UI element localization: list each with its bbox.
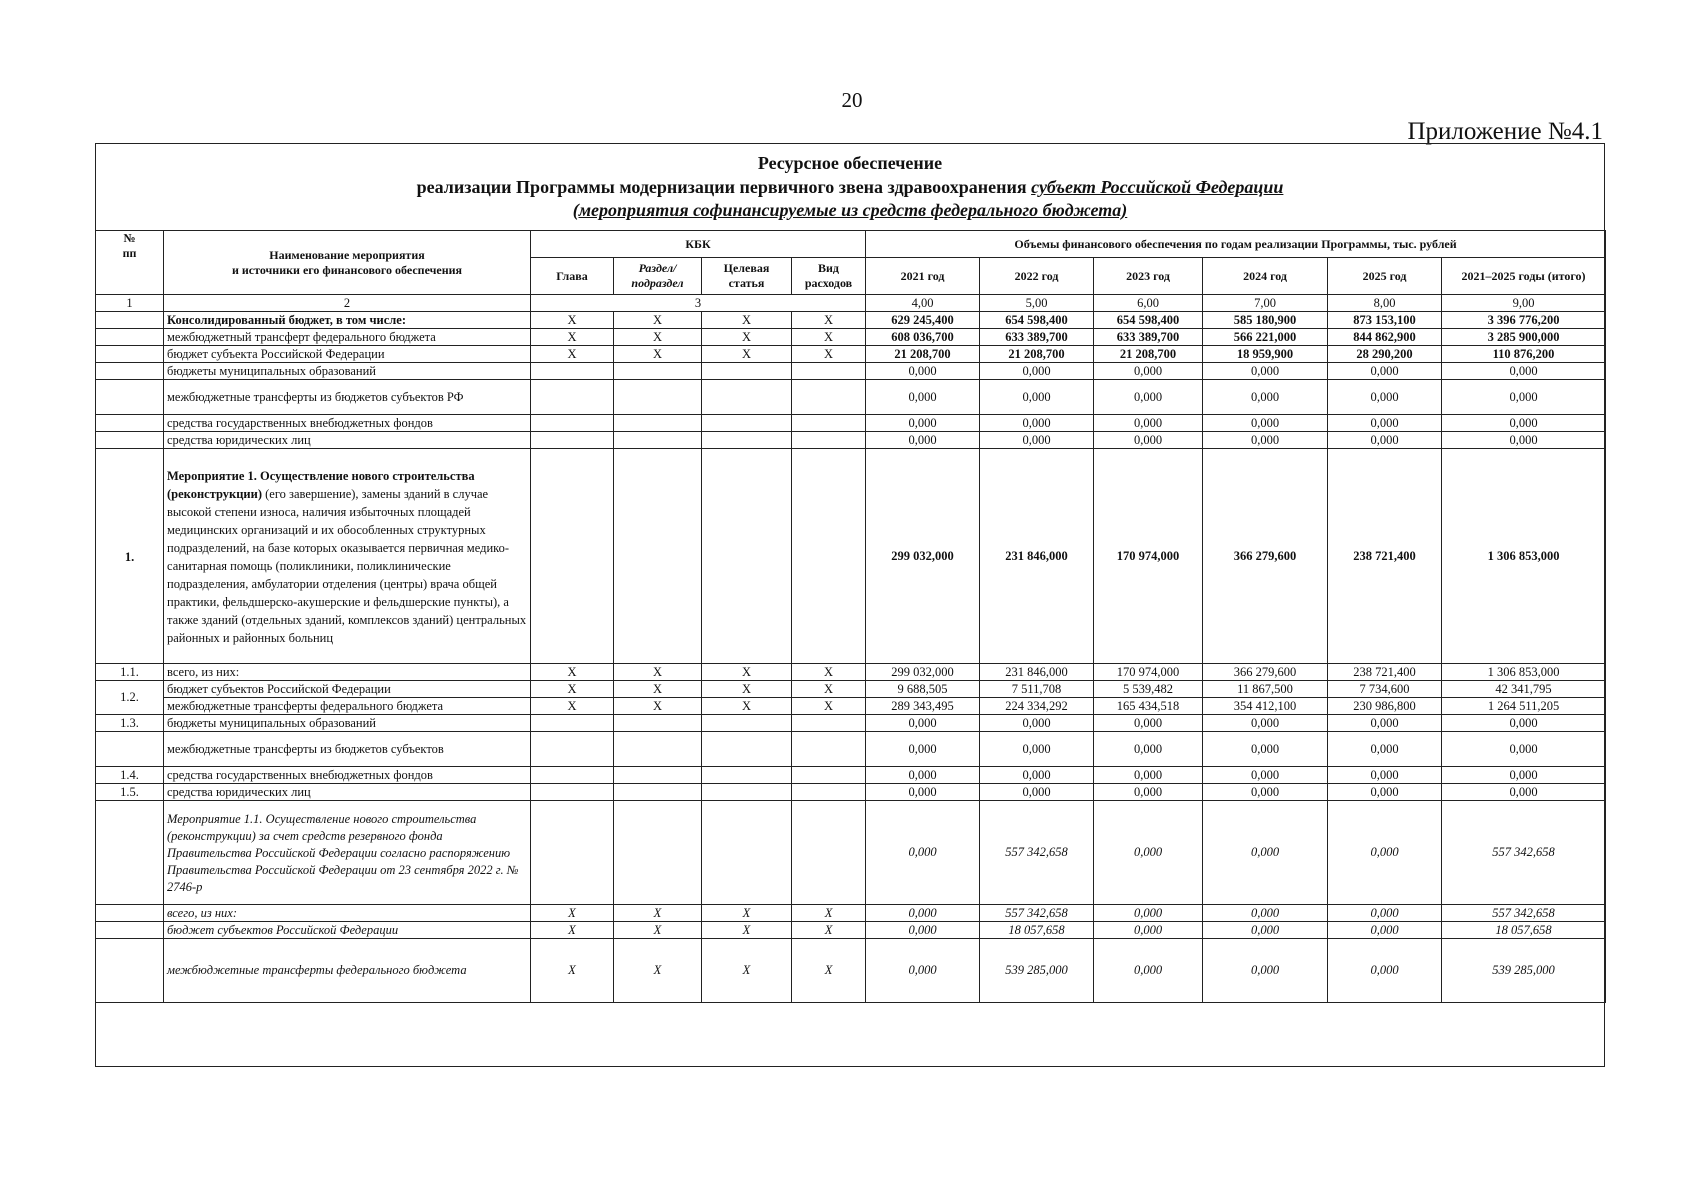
header-2021: 2021 год	[866, 258, 980, 295]
value-cell: 0,000	[1094, 363, 1203, 380]
value-cell: 0,000	[1203, 784, 1328, 801]
table-row	[96, 784, 1606, 801]
value-cell: 0,000	[1203, 801, 1328, 905]
kbk-cell	[531, 380, 614, 415]
row-name: средства государственных внебюджетных фондов	[164, 767, 531, 784]
measure-1-row	[96, 449, 1606, 664]
row-name: бюджет субъектов Российской Федерации	[164, 922, 531, 939]
row-name: средства юридических лиц	[164, 784, 531, 801]
kbk-cell	[614, 715, 702, 732]
index-cell: 4,00	[866, 295, 980, 312]
header-2024: 2024 год	[1203, 258, 1328, 295]
value-cell: 21 208,700	[980, 346, 1094, 363]
value-cell: 557 342,658	[980, 905, 1094, 922]
kbk-cell: X	[792, 905, 866, 922]
table-row	[96, 380, 1606, 415]
row-number	[96, 312, 164, 329]
value-cell: 654 598,400	[980, 312, 1094, 329]
row-number	[96, 329, 164, 346]
header-total: 2021–2025 годы (итого)	[1442, 258, 1606, 295]
kbk-cell	[702, 432, 792, 449]
kbk-cell	[702, 415, 792, 432]
value-cell: 0,000	[1328, 415, 1442, 432]
value-cell: 18 959,900	[1203, 346, 1328, 363]
kbk-cell	[792, 784, 866, 801]
value-cell: 0,000	[1442, 380, 1606, 415]
row-number	[96, 432, 164, 449]
row-name: межбюджетные трансферты федерального бюджета	[164, 698, 531, 715]
kbk-cell: X	[792, 312, 866, 329]
value-cell: 170 974,000	[1094, 664, 1203, 681]
kbk-cell	[792, 732, 866, 767]
kbk-cell	[702, 380, 792, 415]
header-2023: 2023 год	[1094, 258, 1203, 295]
value-cell: 633 389,700	[1094, 329, 1203, 346]
value-cell: 1 264 511,205	[1442, 698, 1606, 715]
row-name: межбюджетные трансферты федерального бюджета	[164, 939, 531, 1003]
measure-1-title: Мероприятие 1. Осуществление нового строительства (реконструкции)	[167, 469, 475, 501]
value-cell: 0,000	[1328, 801, 1442, 905]
header-2022: 2022 год	[980, 258, 1094, 295]
value-cell: 0,000	[1203, 939, 1328, 1003]
value-cell: 5 539,482	[1094, 681, 1203, 698]
kbk-cell: X	[792, 329, 866, 346]
kbk-cell: X	[702, 346, 792, 363]
kbk-cell: X	[614, 681, 702, 698]
value-cell: 633 389,700	[980, 329, 1094, 346]
value-cell: 0,000	[1328, 732, 1442, 767]
value-cell: 539 285,000	[1442, 939, 1606, 1003]
kbk-cell: X	[792, 681, 866, 698]
value-cell: 0,000	[980, 784, 1094, 801]
table-row	[96, 432, 1606, 449]
value-cell: 566 221,000	[1203, 329, 1328, 346]
index-cell: 8,00	[1328, 295, 1442, 312]
value-cell: 0,000	[1094, 801, 1203, 905]
resource-table	[95, 230, 1606, 1003]
value-cell: 0,000	[1328, 905, 1442, 922]
row-name: бюджеты муниципальных образований	[164, 715, 531, 732]
value-cell: 0,000	[1094, 784, 1203, 801]
kbk-cell: X	[792, 922, 866, 939]
table-row	[96, 939, 1606, 1003]
kbk-cell: X	[531, 939, 614, 1003]
kbk-cell: X	[531, 664, 614, 681]
kbk-cell	[614, 432, 702, 449]
kbk-cell: X	[531, 905, 614, 922]
kbk-cell: X	[792, 698, 866, 715]
value-cell: 0,000	[1328, 939, 1442, 1003]
row-number: 1.5.	[96, 784, 164, 801]
kbk-cell: X	[702, 664, 792, 681]
row-number	[96, 415, 164, 432]
value-cell: 0,000	[866, 380, 980, 415]
kbk-cell: X	[702, 329, 792, 346]
measure-1-description: (его завершение), замены зданий в случае высокой степени износа, наличия избыточных площадей медицинских организаций и их обособленных структурных подразделений, на базе которых оказывается первичная медико-санитарная помощь (поликлиники, поликлинические подразделения, амбулатории отделения (центры) врача общей практики, фельдшерско-акушерские и фельдшерские пункты), а также зданий (отдельных зданий, комплексов зданий) центральных районных и районных больниц	[167, 487, 527, 645]
row-name: средства государственных внебюджетных фондов	[164, 415, 531, 432]
kbk-cell	[702, 715, 792, 732]
kbk-cell: X	[702, 681, 792, 698]
row-number: 1.2.	[96, 681, 164, 715]
value-cell: 0,000	[866, 732, 980, 767]
value-cell: 1 306 853,000	[1442, 449, 1606, 664]
value-cell: 28 290,200	[1328, 346, 1442, 363]
row-name: межбюджетные трансферты из бюджетов субъектов РФ	[164, 380, 531, 415]
value-cell: 0,000	[1328, 715, 1442, 732]
kbk-cell	[702, 732, 792, 767]
kbk-cell	[614, 732, 702, 767]
value-cell: 0,000	[1442, 784, 1606, 801]
value-cell: 0,000	[1203, 922, 1328, 939]
kbk-cell: X	[531, 698, 614, 715]
table-row	[96, 681, 1606, 698]
subject-name: субъект Российской Федерации	[1031, 177, 1284, 197]
kbk-cell: X	[614, 905, 702, 922]
row-number: 1.3.	[96, 715, 164, 732]
kbk-cell	[792, 380, 866, 415]
value-cell: 0,000	[866, 801, 980, 905]
index-cell: 3	[531, 295, 866, 312]
kbk-cell	[792, 449, 866, 664]
table-row	[96, 715, 1606, 732]
value-cell: 0,000	[980, 767, 1094, 784]
value-cell: 18 057,658	[980, 922, 1094, 939]
index-cell: 7,00	[1203, 295, 1328, 312]
table-row	[96, 922, 1606, 939]
kbk-cell	[531, 715, 614, 732]
value-cell: 0,000	[866, 784, 980, 801]
kbk-cell	[792, 415, 866, 432]
value-cell: 170 974,000	[1094, 449, 1203, 664]
header-num: № пп	[96, 231, 164, 295]
kbk-cell: X	[531, 346, 614, 363]
value-cell: 238 721,400	[1328, 449, 1442, 664]
value-cell: 0,000	[1328, 922, 1442, 939]
value-cell: 0,000	[866, 767, 980, 784]
table-row	[96, 415, 1606, 432]
value-cell: 366 279,600	[1203, 449, 1328, 664]
row-name: Консолидированный бюджет, в том числе:	[164, 312, 531, 329]
kbk-cell	[792, 801, 866, 905]
page-number: 20	[841, 88, 863, 112]
table-row	[96, 664, 1606, 681]
value-cell: 0,000	[1442, 363, 1606, 380]
value-cell: 0,000	[1094, 767, 1203, 784]
kbk-cell: X	[792, 664, 866, 681]
value-cell: 0,000	[1442, 732, 1606, 767]
measure-1-1-row	[96, 801, 1606, 905]
header-volumes: Объемы финансового обеспечения по годам реализации Программы, тыс. рублей	[866, 231, 1606, 258]
index-cell: 6,00	[1094, 295, 1203, 312]
kbk-cell: X	[531, 922, 614, 939]
kbk-cell	[531, 784, 614, 801]
header-glava: Глава	[531, 258, 614, 295]
kbk-cell: X	[792, 346, 866, 363]
value-cell: 230 986,800	[1328, 698, 1442, 715]
appendix-label: Приложение №4.1	[1407, 118, 1603, 145]
value-cell: 629 245,400	[866, 312, 980, 329]
row-number: 1.4.	[96, 767, 164, 784]
value-cell: 557 342,658	[1442, 801, 1606, 905]
kbk-cell	[702, 767, 792, 784]
kbk-cell	[531, 363, 614, 380]
value-cell: 0,000	[1094, 715, 1203, 732]
measure-1-1-name: Мероприятие 1.1. Осуществление нового строительства (реконструкции) за счет средств резервного фонда Правительства Российской Федерации согласно распоряжению Правительства Российской Федерации от 23 сентября 2022 г. № 2746-р	[164, 801, 531, 905]
index-row	[96, 295, 1606, 312]
value-cell: 354 412,100	[1203, 698, 1328, 715]
header-2025: 2025 год	[1328, 258, 1442, 295]
value-cell: 7 734,600	[1328, 681, 1442, 698]
kbk-cell: X	[531, 312, 614, 329]
value-cell: 0,000	[1203, 363, 1328, 380]
kbk-cell: X	[614, 329, 702, 346]
value-cell: 21 208,700	[1094, 346, 1203, 363]
value-cell: 0,000	[866, 415, 980, 432]
row-name: средства юридических лиц	[164, 432, 531, 449]
kbk-cell	[702, 363, 792, 380]
value-cell: 0,000	[1203, 380, 1328, 415]
value-cell: 0,000	[980, 363, 1094, 380]
value-cell: 0,000	[1328, 380, 1442, 415]
index-cell: 1	[96, 295, 164, 312]
kbk-cell	[614, 784, 702, 801]
value-cell: 0,000	[1094, 922, 1203, 939]
kbk-cell	[614, 449, 702, 664]
kbk-cell	[702, 449, 792, 664]
kbk-cell	[614, 415, 702, 432]
table-row	[96, 346, 1606, 363]
value-cell: 11 867,500	[1203, 681, 1328, 698]
header-vid: Вид расходов	[792, 258, 866, 295]
table-row	[96, 698, 1606, 715]
row-number: 1.	[96, 449, 164, 664]
value-cell: 0,000	[980, 415, 1094, 432]
value-cell: 0,000	[1328, 784, 1442, 801]
value-cell: 3 285 900,000	[1442, 329, 1606, 346]
header-celevaya: Целевая статья	[702, 258, 792, 295]
value-cell: 0,000	[866, 905, 980, 922]
value-cell: 42 341,795	[1442, 681, 1606, 698]
value-cell: 873 153,100	[1328, 312, 1442, 329]
measure-1-name	[164, 449, 531, 664]
row-number	[96, 346, 164, 363]
kbk-cell	[792, 767, 866, 784]
kbk-cell	[531, 432, 614, 449]
value-cell: 539 285,000	[980, 939, 1094, 1003]
value-cell: 0,000	[1094, 732, 1203, 767]
row-name: межбюджетный трансферт федерального бюджета	[164, 329, 531, 346]
kbk-cell	[702, 784, 792, 801]
value-cell: 1 306 853,000	[1442, 664, 1606, 681]
row-name: бюджет субъектов Российской Федерации	[164, 681, 531, 698]
kbk-cell	[531, 767, 614, 784]
row-number	[96, 922, 164, 939]
value-cell: 0,000	[1094, 432, 1203, 449]
table-row	[96, 312, 1606, 329]
row-number	[96, 363, 164, 380]
value-cell: 21 208,700	[866, 346, 980, 363]
value-cell: 0,000	[866, 715, 980, 732]
kbk-cell: X	[614, 664, 702, 681]
kbk-cell	[792, 363, 866, 380]
row-name: всего, из них:	[164, 664, 531, 681]
kbk-cell: X	[614, 922, 702, 939]
kbk-cell	[531, 732, 614, 767]
value-cell: 0,000	[1203, 732, 1328, 767]
kbk-cell: X	[614, 698, 702, 715]
value-cell: 7 511,708	[980, 681, 1094, 698]
row-number	[96, 801, 164, 905]
value-cell: 0,000	[1442, 767, 1606, 784]
table-row	[96, 905, 1606, 922]
value-cell: 0,000	[1328, 363, 1442, 380]
value-cell: 18 057,658	[1442, 922, 1606, 939]
value-cell: 9 688,505	[866, 681, 980, 698]
value-cell: 0,000	[1328, 767, 1442, 784]
kbk-cell: X	[702, 312, 792, 329]
value-cell: 0,000	[1442, 715, 1606, 732]
header-razdel: Раздел/ подраздел	[614, 258, 702, 295]
kbk-cell	[792, 715, 866, 732]
kbk-cell: X	[614, 939, 702, 1003]
kbk-cell: X	[702, 939, 792, 1003]
index-cell: 2	[164, 295, 531, 312]
value-cell: 0,000	[1203, 415, 1328, 432]
header-kbk: КБК	[531, 231, 866, 258]
index-cell: 9,00	[1442, 295, 1606, 312]
value-cell: 165 434,518	[1094, 698, 1203, 715]
kbk-cell: X	[531, 329, 614, 346]
kbk-cell	[614, 363, 702, 380]
kbk-cell: X	[702, 698, 792, 715]
row-name: бюджет субъекта Российской Федерации	[164, 346, 531, 363]
kbk-cell: X	[702, 922, 792, 939]
kbk-cell: X	[614, 312, 702, 329]
kbk-cell	[531, 801, 614, 905]
table-row	[96, 329, 1606, 346]
value-cell: 0,000	[980, 715, 1094, 732]
value-cell: 557 342,658	[980, 801, 1094, 905]
row-name: всего, из них:	[164, 905, 531, 922]
row-name: бюджеты муниципальных образований	[164, 363, 531, 380]
value-cell: 0,000	[980, 432, 1094, 449]
kbk-cell: X	[702, 905, 792, 922]
value-cell: 366 279,600	[1203, 664, 1328, 681]
value-cell: 110 876,200	[1442, 346, 1606, 363]
value-cell: 0,000	[1203, 767, 1328, 784]
doc-title-line1: Ресурсное обеспечение	[757, 153, 943, 173]
value-cell: 654 598,400	[1094, 312, 1203, 329]
value-cell: 557 342,658	[1442, 905, 1606, 922]
value-cell: 0,000	[1442, 415, 1606, 432]
row-number	[96, 939, 164, 1003]
value-cell: 0,000	[1094, 380, 1203, 415]
value-cell: 3 396 776,200	[1442, 312, 1606, 329]
value-cell: 0,000	[1203, 905, 1328, 922]
value-cell: 231 846,000	[980, 449, 1094, 664]
table-row	[96, 732, 1606, 767]
kbk-cell	[614, 767, 702, 784]
value-cell: 844 862,900	[1328, 329, 1442, 346]
kbk-cell	[792, 432, 866, 449]
row-number: 1.1.	[96, 664, 164, 681]
kbk-cell	[531, 415, 614, 432]
kbk-cell	[702, 801, 792, 905]
value-cell: 0,000	[866, 363, 980, 380]
value-cell: 0,000	[1094, 415, 1203, 432]
value-cell: 0,000	[1203, 715, 1328, 732]
kbk-cell: X	[792, 939, 866, 1003]
value-cell: 0,000	[1094, 939, 1203, 1003]
value-cell: 0,000	[1328, 432, 1442, 449]
value-cell: 299 032,000	[866, 449, 980, 664]
row-name: межбюджетные трансферты из бюджетов субъектов	[164, 732, 531, 767]
row-number	[96, 732, 164, 767]
doc-title-line3: (мероприятия софинансируемые из средств федерального бюджета)	[572, 200, 1128, 220]
kbk-cell: X	[531, 681, 614, 698]
row-number	[96, 380, 164, 415]
index-cell: 5,00	[980, 295, 1094, 312]
kbk-cell: X	[614, 346, 702, 363]
kbk-cell	[531, 449, 614, 664]
value-cell: 0,000	[866, 432, 980, 449]
value-cell: 0,000	[866, 922, 980, 939]
value-cell: 585 180,900	[1203, 312, 1328, 329]
value-cell: 0,000	[866, 939, 980, 1003]
value-cell: 0,000	[980, 732, 1094, 767]
value-cell: 0,000	[980, 380, 1094, 415]
kbk-cell	[614, 380, 702, 415]
table-row	[96, 767, 1606, 784]
table-row	[96, 363, 1606, 380]
kbk-cell	[614, 801, 702, 905]
value-cell: 238 721,400	[1328, 664, 1442, 681]
value-cell: 0,000	[1203, 432, 1328, 449]
value-cell: 299 032,000	[866, 664, 980, 681]
value-cell: 0,000	[1442, 432, 1606, 449]
value-cell: 0,000	[1094, 905, 1203, 922]
value-cell: 289 343,495	[866, 698, 980, 715]
row-number	[96, 905, 164, 922]
doc-title-line2: реализации Программы модернизации первичного звена здравоохранения субъект Российской Федерации	[416, 177, 1284, 197]
header-name: Наименование мероприятия и источники его финансового обеспечения	[164, 231, 531, 295]
value-cell: 224 334,292	[980, 698, 1094, 715]
value-cell: 231 846,000	[980, 664, 1094, 681]
value-cell: 608 036,700	[866, 329, 980, 346]
